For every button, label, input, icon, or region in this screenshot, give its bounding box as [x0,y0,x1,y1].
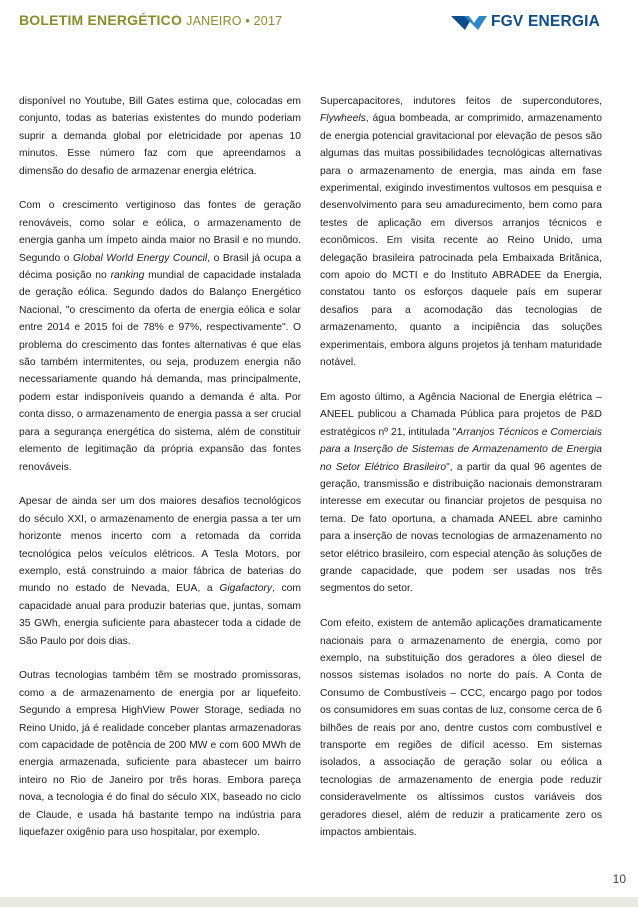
page-number: 10 [612,872,626,886]
fgv-energia-logo [451,11,600,33]
bulletin-title-main: BOLETIM ENERGÉTICO [19,12,183,28]
paragraph: Supercapacitores, indutores feitos de supercondutores, Flywheels, água bombeada, ar comprimido, armazenamento de energia potencial gravitacional por elevação de pesos são algumas das muitas possibilidades tecnológicas alternativas para o armazenamento de energia, mas ainda em fase experimental, exigindo investimentos vultosos em pesquisa e desenvolvimento para seu amadurecimento, bem como para testes de aplicação em diversos arranjos técnicos e econômicos. Em visita recente ao Reino Unido, uma delegação brasileira patrocinada pela Embaixada Britânica, com apoio do MCTI e do Instituto ABRADEE da Energia, constatou tanto os esforços daquele país em superar desafios para a acomodação das tecnologias de armazenamento, quanto a incipiência das soluções experimentais, embora alguns projetos já tenham maturidade notável. [320,96,602,369]
page-header [0,0,638,40]
footer-bar [0,897,638,907]
paragraph: disponível no Youtube, Bill Gates estima que, colocadas em conjunto, todas as baterias existentes do mundo poderiam suprir a demanda global por eletricidade por apenas 10 minutos. Esse número faz com que apreendamos a dimensão do desafio de armazenar energia elétrica. [19,96,301,177]
logo-text: FGV ENERGIA [491,13,600,30]
paragraph: Apesar de ainda ser um dos maiores desafios tecnológicos do século XXI, o armazenamento de energia passa a ter um horizonte menos incerto com a retomada da corrida tecnológica pelos veículos elétricos. A Tesla Motors, por exemplo, está construindo a maior fábrica de baterias do mundo no estado de Nevada, EUA, a Gigafactory, com capacidade anual para produzir baterias que, juntas, somam 35 GWh, energia suficiente para abastecer toda a cidade de São Paulo por dois dias. [19,496,301,647]
paragraph: Outras tecnologias também têm se mostrado promissoras, como a de armazenamento de energia por ar liquefeito. Segundo a empresa HighView Power Storage, sediada no Reino Unido, já é realidade conceber plantas armazenadoras com capacidade de potência de 200 MW e com 600 MWh de energia armazenada, suficiente para abastecer um bairro inteiro no Rio de Janeiro por três horas. Embora pareça nova, a tecnologia é do final do século XIX, baseado no ciclo de Claude, e usada há bastante tempo na indústria para liquefazer oxigênio para uso hospitalar, por exemplo. [19,670,301,839]
paragraph: Em agosto último, a Agência Nacional de Energia elétrica – ANEEL publicou a Chamada Pública para projetos de P&D estratégicos nº 21, intitulada "Arranjos Técnicos e Comerciais para a Inserção de Sistemas de Armazenamento de Energia no Setor Elétrico Brasileiro", a partir da qual 96 agentes de geração, transmissão e distribuição nacionais demonstraram interesse em executar ou financiar projetos de pesquisa no tema. De fato oportuna, a chamada ANEEL abre caminho para a inserção de novas tecnologias de armazenamento no setor elétrico brasileiro, com especial atenção às soluções de grande capacidade, que podem ser usadas nos três segmentos do setor. [320,391,602,595]
left-text-column [19,93,301,841]
bulletin-title [19,12,282,28]
paragraph: Com efeito, existem de antemão aplicações dramaticamente nacionais para o armazenamento de energia, como por exemplo, na substituição dos geradores a óleo diesel de nossos sistemas isolados no norte do país. A Conta de Consumo de Combustíveis – CCC, encargo pago por todos os consumidores em suas contas de luz, consome cerca de 6 bilhões de reais por ano, dentre custos com combustível e transporte em regiões de difícil acesso. Em sistemas isolados, a associação de geração solar ou eólica a tecnologias de armazenamento de energia pode reduzir consideravelmente os altíssimos custos variáveis dos geradores diesel, além de reduzir a praticamente zero os impactos ambientais. [320,618,602,839]
fgv-logo-icon [451,13,487,31]
right-text-column [320,93,602,841]
paragraph: Com o crescimento vertiginoso das fontes de geração renováveis, como solar e eólica, o armazenamento de energia ganha um ímpeto ainda maior no Brasil e no mundo. Segundo o Global World Energy Council, o Brasil já ocupa a décima posição no ranking mundial de capacidade instalada de geração eólica. Segundo dados do Balanço Energético Nacional, "o crescimento da oferta de energia eólica e solar entre 2014 e 2015 foi de 78% e 97%, respectivamente". O problema do crescimento das fontes alternativas é que elas são também intermitentes, ou seja, produzem energia não necessariamente quando há demanda, mas principalmente, podem estar indisponíveis quando a demanda é alta. Por conta disso, o armazenamento de energia passa a ser crucial para a segurança energética do sistema, além de constituir elemento de legitimação da própria expansão das fontes renováveis. [19,200,301,473]
bulletin-issue-date: JANEIRO • 2017 [186,14,283,28]
